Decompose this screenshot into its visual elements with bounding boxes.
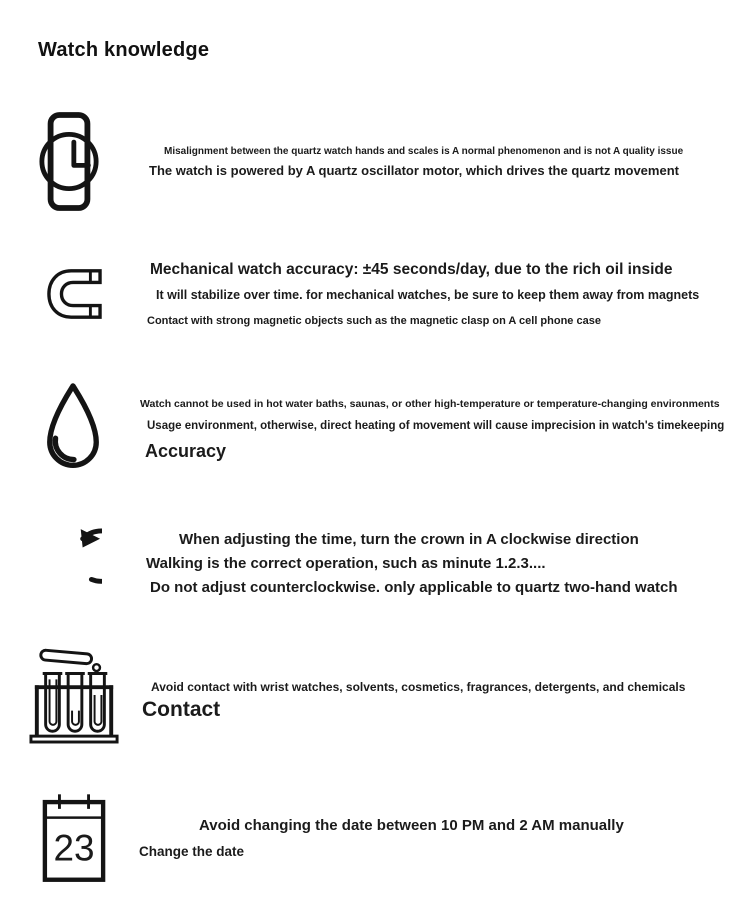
mechanical-accuracy-note: Mechanical watch accuracy: ±45 seconds/day, due to the rich oil inside xyxy=(150,261,673,278)
wrist-watch-icon xyxy=(38,111,100,212)
contact-heading: Contact xyxy=(142,698,221,721)
water-drop-icon xyxy=(42,382,104,477)
magnet-icon xyxy=(44,267,104,321)
quartz-misalignment-note: Misalignment between the quartz watch hands and scales is A normal phenomenon and is not A quality issue xyxy=(164,146,684,157)
no-counterclockwise-note: Do not adjust counterclockwise. only applicable to quartz two-hand watch xyxy=(150,579,678,596)
magnet-warning-note: It will stabilize over time. for mechanical watches, be sure to keep them away from magnets xyxy=(156,288,700,302)
turn-crown-note: When adjusting the time, turn the crown in A clockwise direction xyxy=(179,531,639,548)
change-date-heading: Change the date xyxy=(139,844,245,859)
magnetic-objects-note: Contact with strong magnetic objects such as the magnetic clasp on A cell phone case xyxy=(147,315,601,327)
usage-environment-note: Usage environment, otherwise, direct heating of movement will cause imprecision in watch's timekeeping xyxy=(147,420,725,432)
test-tubes-icon xyxy=(29,646,121,746)
hot-water-warning-note: Watch cannot be used in hot water baths, saunas, or other high-temperature or temperature-changing environments xyxy=(140,398,720,410)
avoid-chemicals-note: Avoid contact with wrist watches, solvents, cosmetics, fragrances, detergents, and chemicals xyxy=(151,680,686,694)
accuracy-heading: Accuracy xyxy=(145,441,227,461)
page-title: Watch knowledge xyxy=(38,39,210,61)
avoid-date-change-note: Avoid changing the date between 10 PM and 2 AM manually xyxy=(199,817,624,834)
clockwise-rotation-icon xyxy=(42,524,102,600)
calendar-day-number: 23 xyxy=(53,827,95,869)
correct-operation-note: Walking is the correct operation, such as minute 1.2.3.... xyxy=(146,555,546,572)
quartz-movement-note: The watch is powered by A quartz oscillator motor, which drives the quartz movement xyxy=(149,163,679,178)
calendar-icon xyxy=(41,792,107,884)
